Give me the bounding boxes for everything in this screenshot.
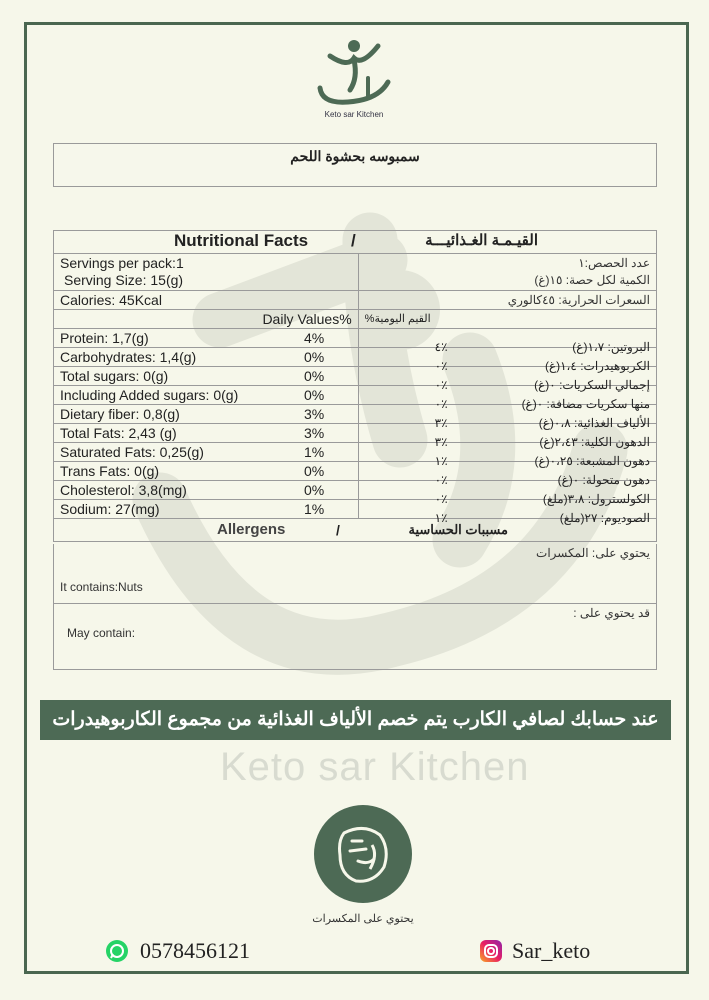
net-carb-banner: عند حسابك لصافي الكارب يتم خصم الألياف الغذائية من مجموع الكاربوهيدرات: [40, 700, 671, 740]
header-separator: /: [351, 231, 356, 250]
product-title-box: [53, 143, 657, 187]
nutrient-name-ar: الصوديوم: ٢٧(ملغ): [559, 511, 650, 525]
nutrient-name-en: Dietary fiber: 0,8(g): [60, 406, 180, 422]
nutrient-name-en: Sodium: 27(mg): [60, 501, 160, 517]
nutrient-ar-cell: [358, 348, 656, 373]
nutrient-name-en: Trans Fats: 0(g): [60, 463, 160, 479]
nutrient-percent: 3%: [304, 406, 325, 422]
nutrient-name-en: Cholesterol: 3,8(mg): [60, 482, 187, 498]
contains-box: [53, 544, 657, 604]
nutrition-header-en: Nutritional Facts: [174, 231, 309, 250]
nutrient-ar-cell: [358, 329, 656, 354]
nutrient-percent: 0%: [304, 463, 325, 479]
nutrient-percent-ar: ٠٪: [434, 378, 448, 392]
nutrient-row: [54, 462, 657, 481]
servings-en: Servings per pack:1: [60, 255, 184, 271]
nutrient-name-ar: منها سكريات مضافة: ٠(غ): [521, 397, 650, 411]
nutrient-name-ar: الكربوهيدرات: ١،٤(غ): [544, 359, 650, 373]
nutrient-row: [54, 500, 657, 519]
nutrient-name-ar: دهون متحولة: ٠(غ): [557, 473, 650, 487]
nutrient-name-ar: البروتين: ١،٧(غ): [572, 340, 650, 354]
nutrient-row: [54, 405, 657, 424]
servings-ar: عدد الحصص:١: [578, 256, 650, 270]
contains-ar: يحتوي على: المكسرات: [536, 546, 650, 560]
allergens-header-row: [54, 519, 657, 542]
daily-values-ar: القيم اليومية%: [358, 310, 656, 329]
instagram-handle[interactable]: Sar_keto: [512, 938, 591, 963]
nutrient-row: [54, 329, 657, 348]
may-contain-en: May contain:: [67, 626, 136, 640]
may-contain-box: [53, 604, 657, 670]
nutrient-percent-ar: ٤٪: [434, 340, 448, 354]
nutrient-ar-cell: [358, 443, 656, 468]
nutrient-name-en: Total sugars: 0(g): [60, 368, 169, 384]
nutrient-en-cell: [54, 367, 359, 386]
nutrient-percent-ar: ٠٪: [434, 397, 448, 411]
nutrient-name-en: Saturated Fats: 0,25(g): [60, 444, 204, 460]
nutrient-en-cell: [54, 462, 359, 481]
badge-caption: يحتوي على المكسرات: [312, 913, 414, 925]
watermark-brand-text: Keto sar Kitchen: [220, 745, 530, 789]
nutrient-name-en: Including Added sugars: 0(g): [60, 387, 239, 403]
nutrient-percent: 0%: [304, 482, 325, 498]
nutrient-row: [54, 348, 657, 367]
nutrient-ar-cell: [358, 481, 656, 506]
serving-size-en: Serving Size: 15(g): [64, 272, 184, 288]
nutrient-en-cell: [54, 443, 359, 462]
product-title: سمبوسه بحشوة اللحم: [290, 148, 420, 164]
nutrition-header-row: [54, 231, 657, 254]
whatsapp-icon: [106, 940, 128, 962]
nutrient-name-en: Carbohydrates: 1,4(g): [60, 349, 197, 365]
nutrient-percent: 3%: [304, 425, 325, 441]
nutrient-name-ar: الدهون الكلية: ٢،٤٣(غ): [539, 435, 650, 449]
instagram-icon: [480, 940, 502, 962]
nutrient-en-cell: [54, 386, 359, 405]
nutrient-row: [54, 424, 657, 443]
nutrient-row: [54, 481, 657, 500]
servings-row: [54, 254, 657, 291]
calories-row: [54, 291, 657, 310]
nutrient-en-cell: [54, 405, 359, 424]
nuts-badge: [314, 805, 412, 903]
nutrition-table: [53, 230, 657, 542]
contains-en: It contains:Nuts: [60, 580, 143, 594]
allergens-header-en: Allergens: [217, 521, 286, 538]
nutrition-header-ar: القيـمـة الغـذائيـــة: [425, 232, 538, 249]
calories-ar: السعرات الحرارية: ٤٥كالوري: [358, 291, 656, 310]
nutrient-percent-ar: ١٪: [434, 511, 448, 525]
nutrient-row: [54, 386, 657, 405]
nutrient-ar-cell: [358, 367, 656, 392]
allergens-header-ar: مسببات الحساسية: [408, 522, 508, 537]
nutrient-percent-ar: ٠٪: [434, 492, 448, 506]
nutrient-percent: 4%: [304, 330, 325, 346]
nutrient-percent-ar: ١٪: [434, 454, 448, 468]
nutrient-en-cell: [54, 348, 359, 367]
nutrient-percent: 0%: [304, 349, 325, 365]
nutrient-row: [54, 443, 657, 462]
phone-number[interactable]: 0578456121: [140, 938, 250, 963]
may-contain-ar: قد يحتوي على :: [573, 606, 650, 620]
nutrient-percent: 1%: [304, 444, 325, 460]
runner-logo-icon: [308, 38, 400, 110]
allergens-separator: /: [336, 522, 340, 538]
brand-logo: [308, 38, 400, 128]
brand-name: Keto sar Kitchen: [324, 110, 384, 119]
calories-en: Calories: 45Kcal: [54, 291, 359, 310]
nutrient-percent-ar: ٣٪: [434, 416, 448, 430]
nutrient-percent-ar: ٠٪: [434, 473, 448, 487]
nutrient-percent: 1%: [304, 501, 325, 517]
nutrient-rows: [54, 329, 657, 525]
nutrient-ar-cell: [358, 386, 656, 411]
daily-values-row: [54, 310, 657, 329]
nutrient-en-cell: [54, 424, 359, 443]
nutrient-name-ar: دهون المشبعة: ٠،٢٥(غ): [534, 454, 650, 468]
nutrient-ar-cell: [358, 500, 656, 525]
serving-size-ar: الكمية لكل حصة: ١٥(غ): [534, 273, 650, 287]
nutrient-name-en: Protein: 1,7(g): [60, 330, 149, 346]
nutrient-ar-cell: [358, 424, 656, 449]
nutrient-ar-cell: [358, 462, 656, 487]
nutrient-name-ar: الكولسترول: ٣،٨(ملغ): [542, 492, 650, 506]
nutrient-percent-ar: ٣٪: [434, 435, 448, 449]
nutrient-name-en: Total Fats: 2,43 (g): [60, 425, 177, 441]
nutrient-en-cell: [54, 329, 359, 348]
nutrient-name-ar: الألياف الغذائية: ٠،٨(غ): [538, 416, 650, 430]
daily-values-en: Daily Values%: [54, 310, 359, 329]
nutrient-percent: 0%: [304, 368, 325, 384]
nutrient-name-ar: إجمالي السكريات: ٠(غ): [534, 378, 650, 392]
nutrient-ar-cell: [358, 405, 656, 430]
nutrient-percent: 0%: [304, 387, 325, 403]
nut-icon: [314, 805, 412, 903]
nutrient-en-cell: [54, 500, 359, 519]
nutrient-percent-ar: ٠٪: [434, 359, 448, 373]
nutrient-row: [54, 367, 657, 386]
nutrient-en-cell: [54, 481, 359, 500]
